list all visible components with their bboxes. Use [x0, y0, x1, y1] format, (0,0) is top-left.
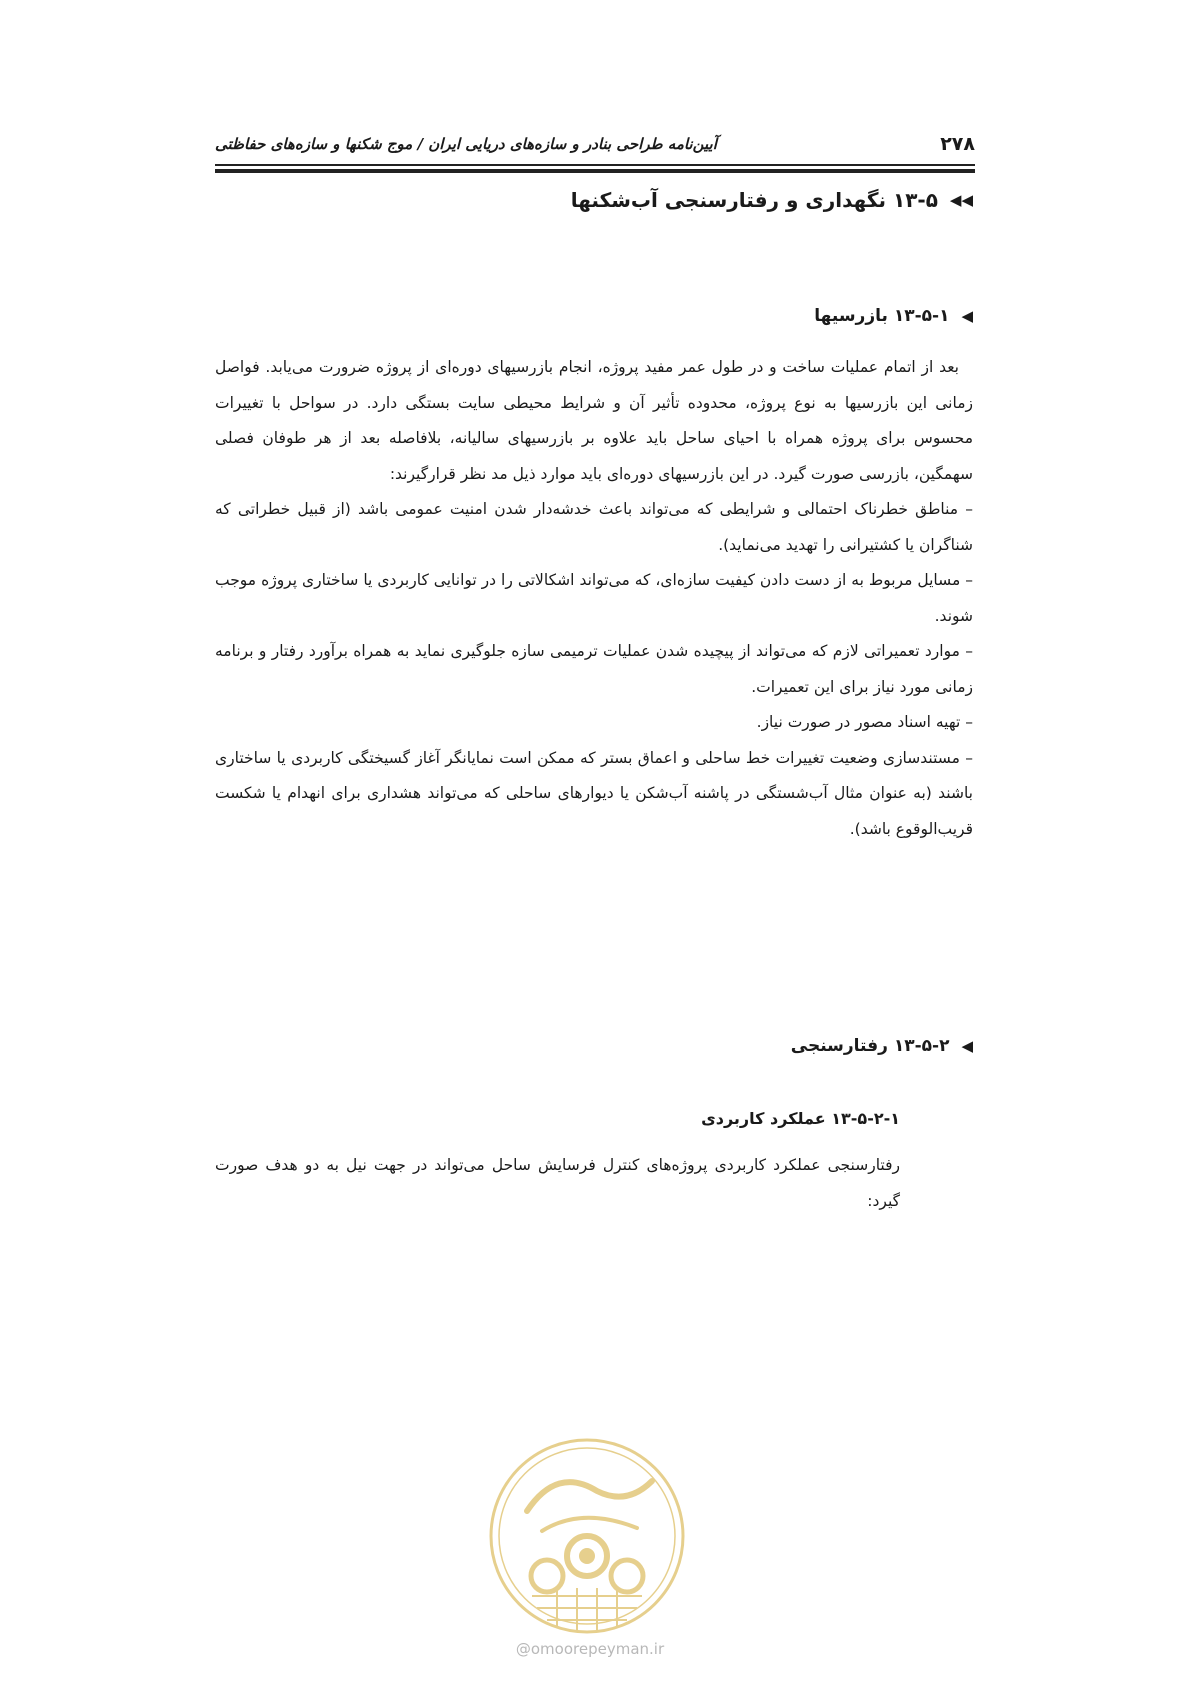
page-number: ۲۷۸: [940, 133, 975, 155]
list-item: – مناطق خطرناک احتمالی و شرایطی که می‌تواند باعث خدشه‌دار شدن امنیت عمومی باشد (از قبیل خطراتی که شناگران یا کشتیرانی را تهدید می‌نماید).: [215, 500, 973, 554]
section-heading: [571, 188, 973, 212]
inspections-body: [215, 350, 973, 847]
header-rule-thin: [215, 164, 975, 166]
intro-paragraph: بعد از اتمام عملیات ساخت و در طول عمر مفید پروژه، انجام بازرسیهای دوره‌ای از پروژه ضرورت می‌یابد. فواصل زمانی این بازرسیها به نوع پروژه، محدوده تأثیر آن و شرایط محیطی سایت بستگی دارد. در سواحل با تغییرات محسوس برای پروژه همراه با احیای ساحل باید علاوه بر بازرسیهای سالیانه، بلافاصله بعد از هر طوفان فصلی سهمگین، بازرسی صورت گیرد. در این بازرسیهای دوره‌ای باید موارد ذیل مد نظر قرارگیرند:: [215, 358, 973, 483]
watermark-logo: [487, 1436, 687, 1636]
watermark-url-text: omoorepeyman.ir: [530, 1640, 665, 1658]
at-icon: @: [515, 1640, 531, 1658]
arrow-icon: ◀: [961, 1037, 973, 1055]
subsection-heading-monitoring: [791, 1036, 973, 1056]
subsection-title: ۱۳-۵-۲ رفتارسنجی: [790, 1036, 950, 1056]
watermark-url: [470, 1640, 710, 1658]
list-item: – مسایل مربوط به از دست دادن کیفیت سازه‌ای، که می‌تواند اشکالاتی را در توانایی کاربردی یا ساختاری پروژه موجب شوند.: [215, 571, 973, 625]
monitoring-paragraph: رفتارسنجی عملکرد کاربردی پروژه‌های کنترل فرسایش ساحل می‌تواند در جهت نیل به دو هدف صورت گیرد:: [215, 1156, 900, 1210]
list-item: – تهیه اسناد مصور در صورت نیاز.: [756, 713, 973, 731]
list-item: – موارد تعمیراتی لازم که می‌تواند از پیچیده شدن عملیات ترمیمی سازه جلوگیری نماید به همراه برآورد رفتار و برنامه زمانی مورد نیاز برای این تعمیرات.: [215, 642, 973, 696]
arrow-icon: ◀: [961, 307, 973, 325]
subsection-title: ۱۳-۵-۱ بازرسیها: [814, 306, 950, 326]
running-header: [215, 130, 975, 158]
monitoring-body: [215, 1148, 900, 1219]
subsubsection-title: ۱۳-۵-۲-۱ عملکرد کاربردی: [701, 1109, 900, 1128]
section-title: ۱۳-۵ نگهداری و رفتارسنجی آب‌شکنها: [570, 188, 938, 212]
list-item: – مستندسازی وضعیت تغییرات خط ساحلی و اعماق بستر که ممکن است نمایانگر آغاز گسیختگی کاربردی یا ساختاری باشند (به عنوان مثال آب‌شستگی در پاشنه آب‌شکن یا دیوارهای ساحلی که می‌تواند هشداری برای انهدام یا شکست قریب‌الوقوع باشد).: [215, 748, 973, 838]
double-arrow-icon: ◀◀: [949, 191, 973, 209]
subsection-heading-inspections: [814, 306, 973, 326]
header-rule-thick: [215, 169, 975, 173]
running-title: آیین‌نامه طراحی بنادر و سازه‌های دریایی ایران / موج شکنها و سازه‌های حفاظتی: [215, 135, 717, 153]
